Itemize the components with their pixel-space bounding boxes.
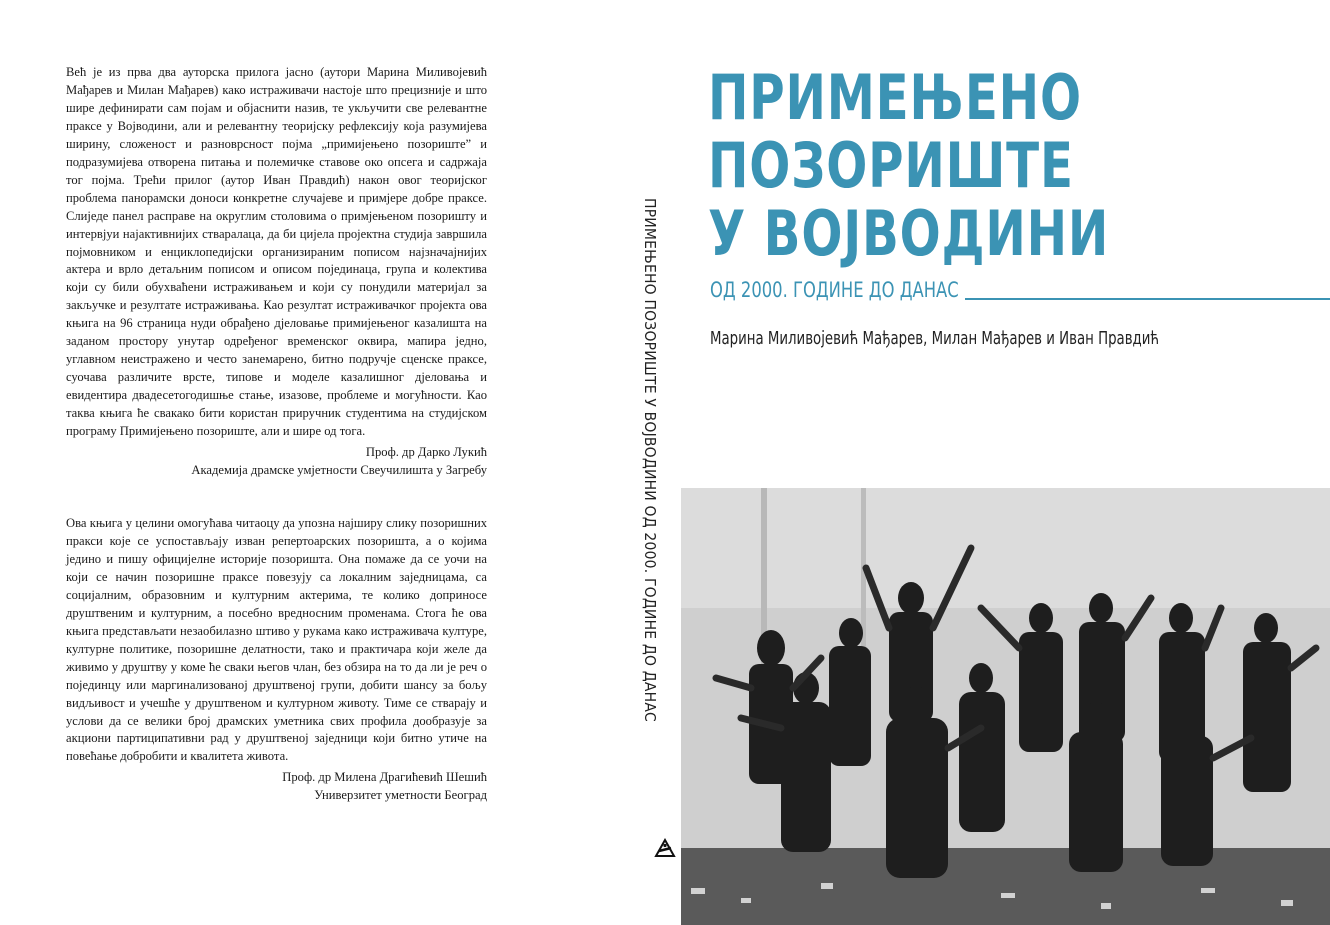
cover-photo-illustration	[681, 488, 1330, 925]
reviewer-institution-1: Академија драмске умјетности Свеучилишта у Загребу	[191, 463, 487, 478]
title-line-3: У ВОЈВОДИНИ	[708, 197, 1110, 270]
cover-photo	[681, 488, 1330, 925]
spine-title: ПРИМЕЊЕНО ПОЗОРИШТЕ У ВОЈВОДИНИ ОД 2000. ГОДИНЕ ДО ДАНАС	[641, 198, 659, 722]
back-cover	[66, 64, 487, 804]
review-text-2: Ова књига у целини омогућава читаоцу да упозна најширу слику позоришних пракси које се успостављају изван репертоарских позоришта, а о којима једино и пишу официјелне историје позоришта. Она помаже да се уочи на који се начин позоришне праксе повезују са локалним заједницама, са социјалним, образовним и културним актерима, те колико доприносе друштвеним и културним, а посебно вредносним променама. Стога ће ова књига представљати незаобилазно штиво у рукама како истраживача културе, културне политике, позоришне делатности, тако и практичара који желе да живимо у друштву у коме ће сваки његов члан, без обзира на то да ли је реч о појединцу или маргинализованој друштвеној групи, добити шансу за бољу видљивост и учешће у друштвеном и културном животу. Тиме се стварају и услови да се велики број драмских уметника свих профила дообразује за акциони партиципативни рад у друштвеној заједници који битно утиче на повећање добробити и квалитета живота.	[66, 516, 487, 764]
reviewer-name-2: Проф. др Милена Драгићевић Шешић	[282, 770, 487, 785]
publisher-logo-icon	[654, 838, 676, 860]
reviewer-institution-2: Универзитет уметности Београд	[314, 788, 487, 803]
book-title	[708, 61, 1110, 270]
subtitle-rule	[965, 298, 1330, 300]
reviewer-name-1: Проф. др Дарко Лукић	[365, 445, 487, 460]
book-subtitle: ОД 2000. ГОДИНЕ ДО ДАНАС	[710, 278, 959, 302]
title-line-1: ПРИМЕЊЕНО	[708, 61, 1082, 134]
review-text-1: Већ је из прва два ауторска прилога јасно (аутори Марина Миливојевић Мађарев и Милан Мађарев) како истраживачи настоје што прецизније и што шире дефинирати сам појам и објаснити назив, те укључити све релевантне праксе у Војводини, али и релевантну теоријску рефлексију која разумијева ширину, сложеност и разноврсност појма „примијењено позориште” и подразумијева отворена питања и полемичке ставове око опсега и садржаја тог појма. Трећи прилог (аутор Иван Правдић) након овог теоријског проблема панорамски доноси конкретне случајеве и примјере добре праксе. Слиједе панел расправе на округлим столовима о примјењеном позоришту и интервјуи најактивнијих стваралаца, да би цијела пројектна студија завршила појмовником и енциклопедијски организираним пописом најзначајнијих актера и врло детаљним пописом и описом појединаца, група и колектива који су били обухваћени истраживањем и који су понудили материјал за закључке и резултате истраживања. Као резултат истраживачког пројекта ова књига на 96 страница нуди обрађено дјеловање примијењеног казалишта на заданом простору унутар одређеног временског оквира, мапира једно, углавном неистражено и често занемарено, битно подручје сценске праксе, суочава различите врсте, типове и моделе казалишног дјеловања и евидентира двадесетогодишње стање, изазове, проблеме и могућности. Као таква књига ће свакако бити користан приручник студентима на студијском програму Примијењено позориште, али и шире од тога.	[66, 65, 487, 439]
title-line-2: ПОЗОРИШТЕ	[708, 129, 1074, 202]
book-authors: Марина Миливојевић Мађарев, Милан Мађарев и Иван Правдић	[710, 328, 1160, 349]
